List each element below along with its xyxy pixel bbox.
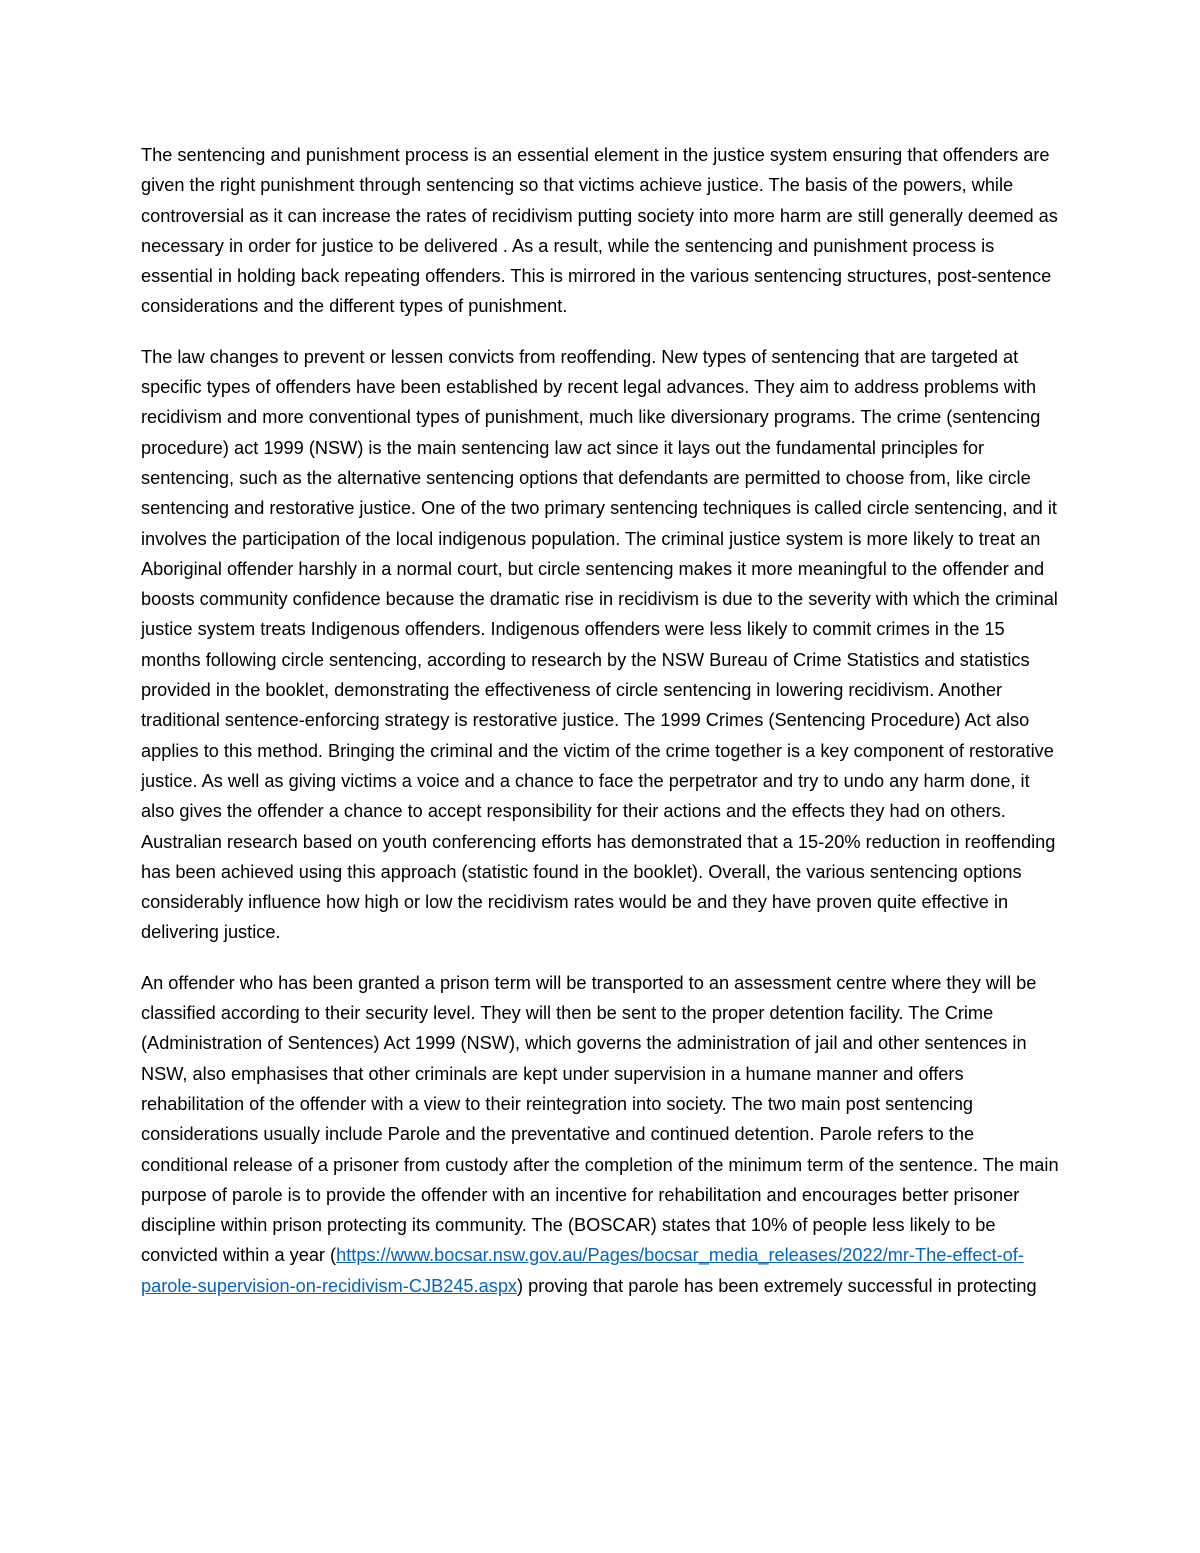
paragraph-post-sentencing-text: An offender who has been granted a prison term will be transported to an assessment centre where they will be classified according to their security level. They will then be sent to the proper detention facility. The Crime (Administration of Sentences) Act 1999 (NSW), which governs the administration of jail and other sentences in NSW, also emphasises that other criminals are kept under supervision in a humane manner and offers rehabilitation of the offender with a view to their reintegration into society. The two main post sentencing considerations usually include Parole and the preventative and continued detention. Parole refers to the conditional release of a prisoner from custody after the completion of the minimum term of the sentence. The main purpose of parole is to provide the offender with an incentive for rehabilitation and encourages better prisoner discipline within prison protecting its community. The (BOSCAR) states that 10% of people less likely to be convicted within a year ( [141,972,1059,1266]
paragraph-post-sentencing-tail: ) proving that parole has been extremely successful in protecting [517,1275,1037,1296]
document-body [141,140,1063,1321]
paragraph-post-sentencing [141,968,1063,1301]
paragraph-intro: The sentencing and punishment process is an essential element in the justice system ensuring that offenders are given the right punishment through sentencing so that victims achieve justice. The basis of the powers, while controversial as it can increase the rates of recidivism putting society into more harm are still generally deemed as necessary in order for justice to be delivered . As a result, while the sentencing and punishment process is essential in holding back repeating offenders. This is mirrored in the various sentencing structures, post-sentence considerations and the different types of punishment. [141,145,1058,317]
bocsar-link[interactable]: https://www.bocsar.nsw.gov.au/Pages/bocsar_media_releases/2022/mr-The-effect-of-parole-supervision-on-recidivism-CJB245.aspx [141,1245,1024,1296]
paragraph-sentencing-options: The law changes to prevent or lessen convicts from reoffending. New types of sentencing that are targeted at specific types of offenders have been established by recent legal advances. They aim to address problems with recidivism and more conventional types of punishment, much like diversionary programs. The crime (sentencing procedure) act 1999 (NSW) is the main sentencing law act since it lays out the fundamental principles for sentencing, such as the alternative sentencing options that defendants are permitted to choose from, like circle sentencing and restorative justice. One of the two primary sentencing techniques is called circle sentencing, and it involves the participation of the local indigenous population. The criminal justice system is more likely to treat an Aboriginal offender harshly in a normal court, but circle sentencing makes it more meaningful to the offender and boosts community confidence because the dramatic rise in recidivism is due to the severity with which the criminal justice system treats Indigenous offenders. Indigenous offenders were less likely to commit crimes in the 15 months following circle sentencing, according to research by the NSW Bureau of Crime Statistics and statistics provided in the booklet, demonstrating the effectiveness of circle sentencing in lowering recidivism. Another traditional sentence-enforcing strategy is restorative justice. The 1999 Crimes (Sentencing Procedure) Act also applies to this method. Bringing the criminal and the victim of the crime together is a key component of restorative justice. As well as giving victims a voice and a chance to face the perpetrator and try to undo any harm done, it also gives the offender a chance to accept responsibility for their actions and the effects they had on others. Australian research based on youth conferencing efforts has demonstrated that a 15-20% reduction in reoffending has been achieved using this approach (statistic found in the booklet). Overall, the various sentencing options considerably influence how high or low the recidivism rates would be and they have proven quite effective in delivering justice. [141,346,1058,943]
